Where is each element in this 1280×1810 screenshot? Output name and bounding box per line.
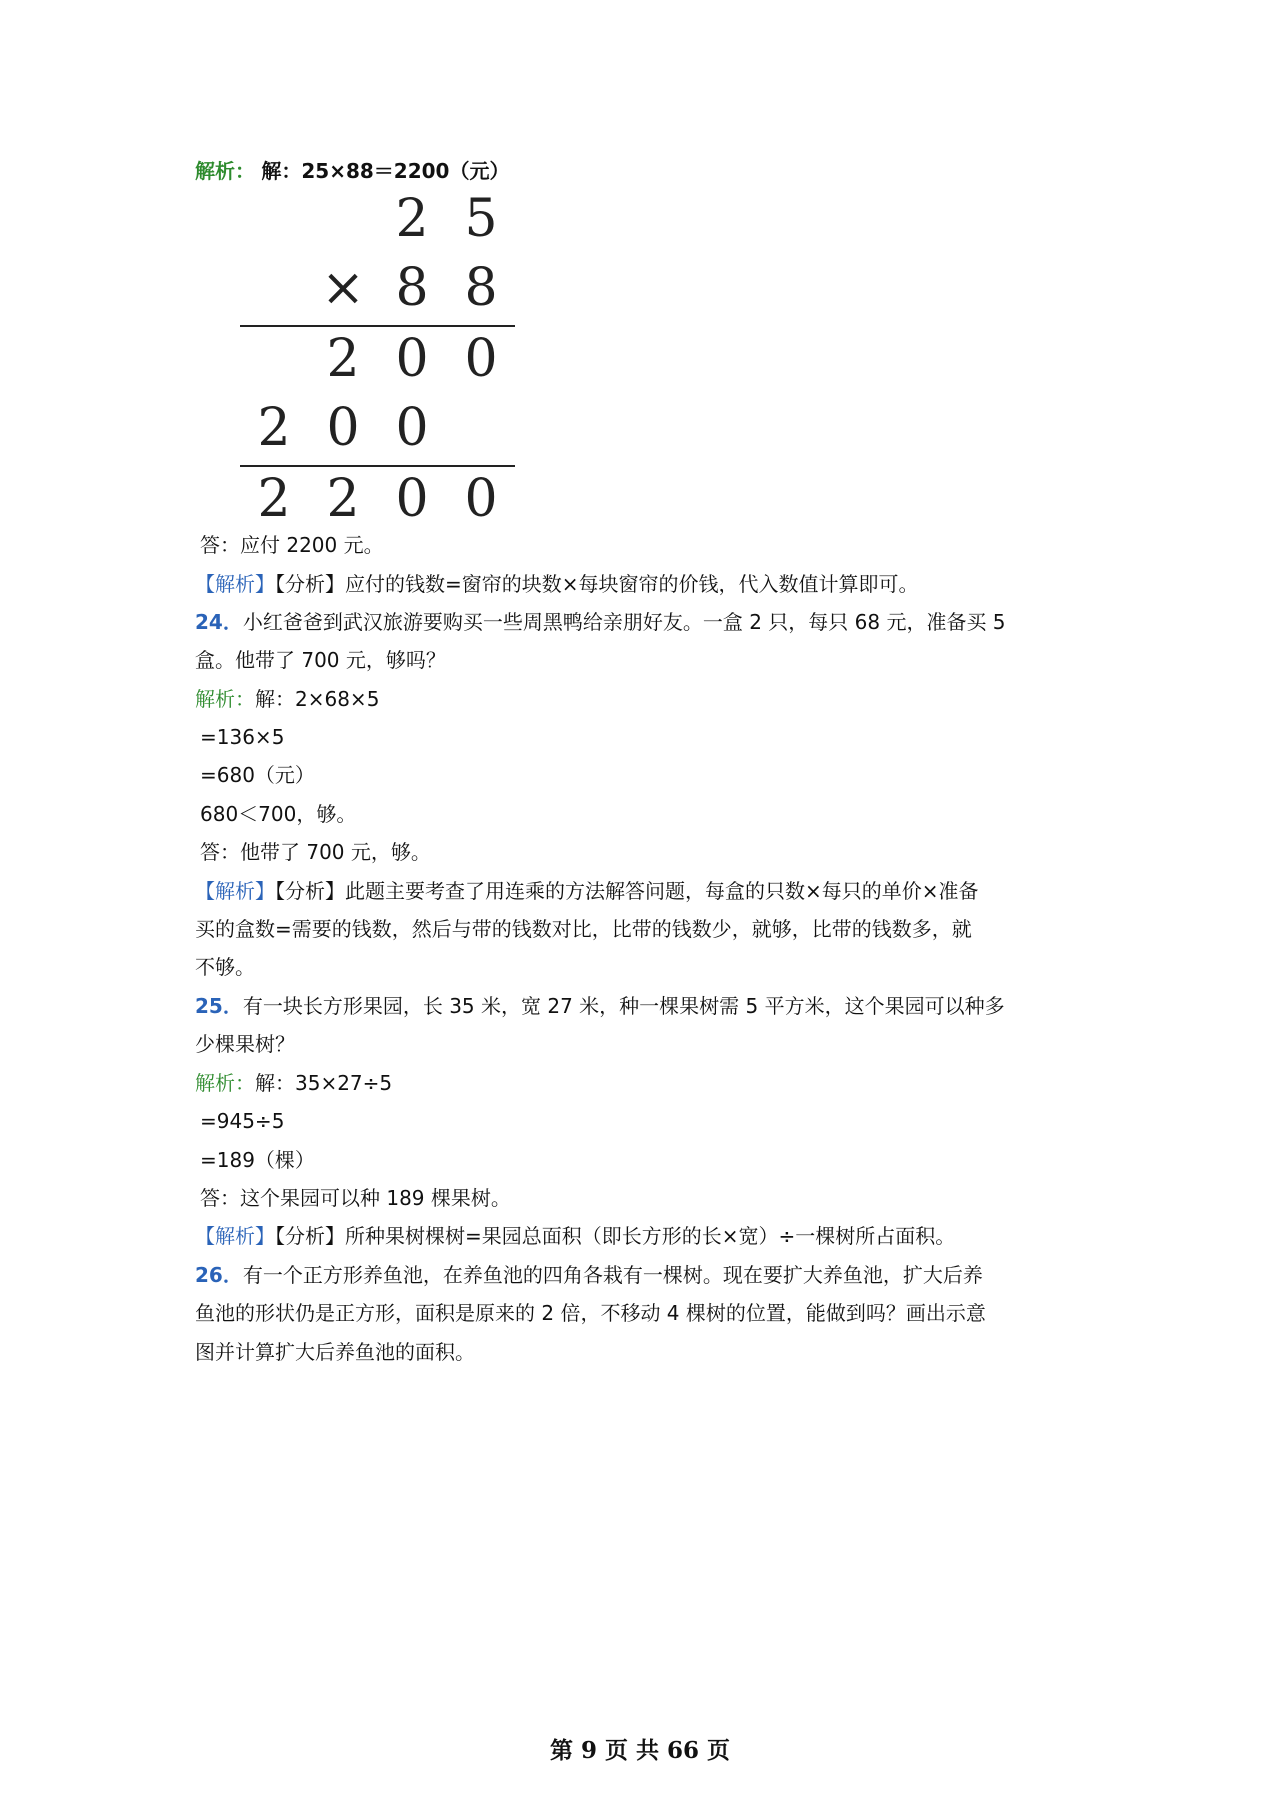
analysis-label: 解析： xyxy=(195,687,255,711)
digit: 8 xyxy=(464,258,498,318)
times-sign: × xyxy=(321,258,365,318)
solution-text: 解：25×88＝2200（元） xyxy=(261,159,510,183)
question-text: 有一个正方形养鱼池，在养鱼池的四角各栽有一棵树。现在要扩大养鱼池，扩大后养 xyxy=(242,1263,983,1287)
analysis-label: 解析： xyxy=(195,159,255,183)
jiexi-tag: 【解析】 xyxy=(195,879,275,903)
q23-note-line xyxy=(195,569,919,599)
note-text: 应付的钱数=窗帘的块数×每块窗帘的价钱，代入数值计算即可。 xyxy=(345,572,919,596)
question-number: 25． xyxy=(195,994,243,1018)
digit: 0 xyxy=(395,469,429,529)
jiexi-tag: 【解析】 xyxy=(195,1224,275,1248)
digit: 8 xyxy=(395,258,429,318)
q25-question-line1 xyxy=(195,991,1005,1021)
page-footer: 第 9 页 共 66 页 xyxy=(549,1737,731,1764)
digit: 0 xyxy=(464,469,498,529)
q24-step4: 680＜700，够。 xyxy=(200,802,357,826)
note-text: 所种果树棵树=果园总面积（即长方形的长×宽）÷一棵树所占面积。 xyxy=(345,1224,956,1248)
digit: 0 xyxy=(395,329,429,389)
question-number: 24． xyxy=(195,610,243,634)
digit: 0 xyxy=(464,329,498,389)
digit: 2 xyxy=(395,189,429,249)
digit: 2 xyxy=(326,469,360,529)
digit: 0 xyxy=(395,398,429,458)
fenxi-tag: 【分析】 xyxy=(275,1224,345,1248)
q25-note-line xyxy=(195,1221,955,1251)
step-text: 解：2×68×5 xyxy=(255,687,380,711)
q25-answer: 答：这个果园可以种 189 棵果树。 xyxy=(200,1186,511,1210)
q25-step2: =945÷5 xyxy=(200,1109,285,1133)
multiplier-row xyxy=(240,254,515,322)
analysis-label: 解析： xyxy=(195,1071,255,1095)
vertical-multiplication xyxy=(240,185,515,529)
step-text: 解：35×27÷5 xyxy=(255,1071,393,1095)
q24-note-line2: 买的盒数=需要的钱数，然后与带的钱数对比，比带的钱数少，就够，比带的钱数多，就 xyxy=(195,917,972,941)
q24-note-line3: 不够。 xyxy=(195,955,255,979)
fenxi-tag: 【分析】 xyxy=(275,572,345,596)
jiexi-tag: 【解析】 xyxy=(195,572,275,596)
q26-question-line3: 图并计算扩大后养鱼池的面积。 xyxy=(195,1340,475,1364)
digit: 2 xyxy=(326,329,360,389)
product-row xyxy=(240,465,515,533)
partial-product-row xyxy=(240,394,515,462)
fenxi-tag: 【分析】 xyxy=(275,879,345,903)
q24-answer: 答：他带了 700 元，够。 xyxy=(200,840,431,864)
digit: 2 xyxy=(257,398,291,458)
question-text: 有一块长方形果园，长 35 米，宽 27 米，种一棵果树需 5 平方米，这个果园可以种多 xyxy=(242,994,1005,1018)
q24-solution-line xyxy=(195,684,379,714)
q23-answer: 答：应付 2200 元。 xyxy=(200,533,384,557)
partial-product-row xyxy=(240,325,515,393)
q24-question-line1 xyxy=(195,607,1006,637)
q24-question-line2: 盒。他带了 700 元，够吗？ xyxy=(195,648,446,672)
note-text: 此题主要考查了用连乘的方法解答问题，每盒的只数×每只的单价×准备 xyxy=(345,879,979,903)
q25-question-line2: 少棵果树？ xyxy=(195,1032,295,1056)
q25-solution-line xyxy=(195,1068,392,1098)
q23-solution-line xyxy=(195,156,509,186)
multiplicand-row xyxy=(240,185,515,253)
digit: 2 xyxy=(257,469,291,529)
q26-question-line2: 鱼池的形状仍是正方形，面积是原来的 2 倍，不移动 4 棵树的位置，能做到吗？画出示意 xyxy=(195,1301,986,1325)
q26-question-line1 xyxy=(195,1260,983,1290)
question-number: 26． xyxy=(195,1263,243,1287)
question-text: 小红爸爸到武汉旅游要购买一些周黑鸭给亲朋好友。一盒 2 只，每只 68 元，准备买 5 xyxy=(242,610,1006,634)
digit: 5 xyxy=(464,189,498,249)
q24-step3: =680（元） xyxy=(200,763,315,787)
q24-step2: =136×5 xyxy=(200,725,285,749)
q24-note-line1 xyxy=(195,876,979,906)
q25-step3: =189（棵） xyxy=(200,1148,315,1172)
digit: 0 xyxy=(326,398,360,458)
